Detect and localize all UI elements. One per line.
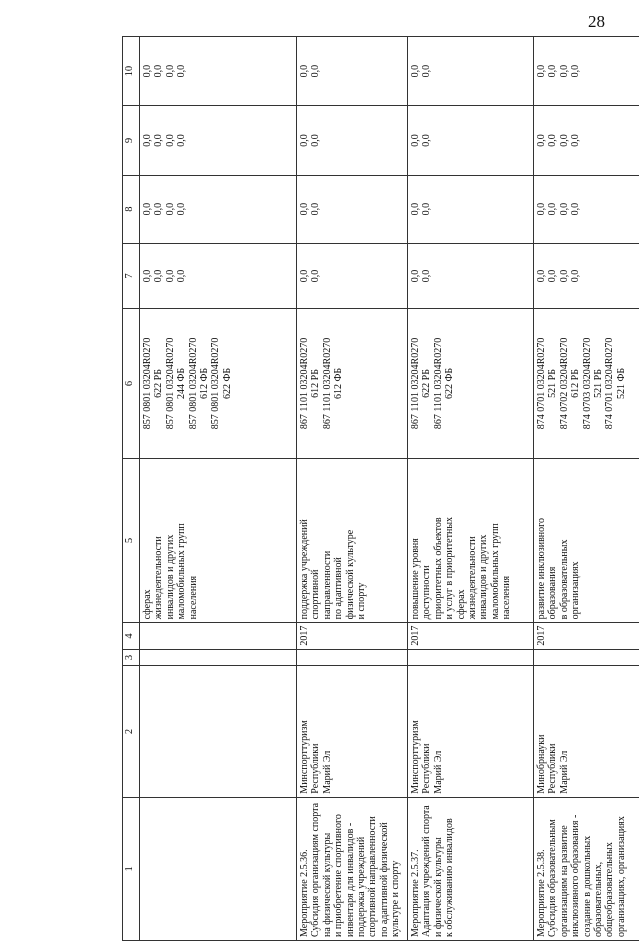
executor-cell-line: Республики <box>547 669 558 793</box>
activity-name-cell-line: к обслуживанию инвалидов <box>444 801 455 937</box>
activity-name-cell-line: поддержка учреждений <box>356 801 367 937</box>
budget-code-cell-line: 874 0703 03204R0270 <box>582 312 593 454</box>
col3-cell <box>534 649 639 666</box>
value-cell-9-line: 0,0 <box>176 109 187 171</box>
value-cell-7 <box>297 243 408 309</box>
value-cell-9-line: 0,0 <box>142 109 153 171</box>
activity-name-cell-line: по адаптивной физической <box>379 801 390 937</box>
value-cell-10-line: 0,0 <box>176 40 187 102</box>
activity-name-cell-line: Мероприятие 2.5.38. <box>536 801 547 937</box>
value-cell-9-line: 0,0 <box>410 109 421 171</box>
value-cell-7-line: 0,0 <box>153 247 164 306</box>
result-cell-line: физической культуре <box>345 462 356 620</box>
budget-code-cell-line: 521 РБ <box>547 312 558 454</box>
value-cell-10-line: 0,0 <box>536 40 547 102</box>
page-number: 28 <box>588 12 605 32</box>
value-cell-9-line: 0,0 <box>153 109 164 171</box>
value-cell-8 <box>140 175 297 243</box>
value-cell-9-line: 0,0 <box>559 109 570 171</box>
activity-name-cell-line: создание в дошкольных <box>582 801 593 937</box>
value-cell-10-line: 0,0 <box>421 40 432 102</box>
budget-code-cell-line: 867 1101 03204R0270 <box>433 312 444 454</box>
value-cell-7-line: 0,0 <box>142 247 153 306</box>
activity-name-cell-line: инклюзивного образования - <box>570 801 581 937</box>
executor-cell-line: Республики <box>421 669 432 793</box>
executor-cell <box>534 666 639 797</box>
table-row <box>534 37 639 941</box>
activity-name-cell-line: Субсидия образовательным <box>547 801 558 937</box>
budget-code-cell-line: 521 РБ <box>593 312 604 454</box>
budget-code-cell <box>534 309 639 458</box>
value-cell-8-line: 0,0 <box>165 179 176 240</box>
value-cell-10 <box>140 37 297 106</box>
value-cell-8-line: 0,0 <box>570 179 581 240</box>
activity-name-cell-line: Субсидия организациям спорта <box>310 801 321 937</box>
activity-name-cell-line: организациях, организациях <box>616 801 627 937</box>
budget-code-cell-line: 622 РБ <box>153 312 164 454</box>
result-cell-line: образования <box>547 462 558 620</box>
budget-code-cell-line: 622 ФБ <box>222 312 233 454</box>
value-cell-9-line: 0,0 <box>536 109 547 171</box>
budget-code-cell-line: 857 0801 03204R0270 <box>142 312 153 454</box>
result-cell <box>534 458 639 623</box>
executor-cell-line: Минобрнауки <box>536 669 547 793</box>
executor-cell-line: Минспорттуризм <box>410 669 421 793</box>
executor-cell-line: Минспорттуризм <box>299 669 310 793</box>
result-cell-line: по адаптивной <box>333 462 344 620</box>
activity-name-cell-line: общеобразовательных <box>604 801 615 937</box>
result-cell-line: повышение уровня <box>410 462 421 620</box>
budget-code-cell-line: 521 ФБ <box>616 312 627 454</box>
executor-cell-line: Марий Эл <box>322 669 333 793</box>
value-cell-9-line: 0,0 <box>165 109 176 171</box>
result-cell-line: приоритетных объектов <box>433 462 444 620</box>
budget-code-cell-line: 622 ФБ <box>444 312 455 454</box>
column-header-5: 5 <box>123 458 140 623</box>
result-cell-line: инвалидов и других <box>165 462 176 620</box>
budget-code-cell-line: 244 ФБ <box>176 312 187 454</box>
value-cell-9 <box>297 106 408 175</box>
value-cell-10-line: 0,0 <box>165 40 176 102</box>
table-region <box>122 36 639 633</box>
value-cell-8-line: 0,0 <box>410 179 421 240</box>
activity-name-cell <box>297 797 408 940</box>
result-cell-line: населения <box>501 462 512 620</box>
result-cell <box>297 458 408 623</box>
column-header-1: 1 <box>123 797 140 940</box>
value-cell-10-line: 0,0 <box>547 40 558 102</box>
value-cell-10 <box>297 37 408 106</box>
value-cell-10-line: 0,0 <box>153 40 164 102</box>
result-cell-line: и спорту <box>356 462 367 620</box>
result-cell-line: доступности <box>421 462 432 620</box>
col3-cell <box>297 649 408 666</box>
value-cell-7-line: 0,0 <box>165 247 176 306</box>
value-cell-7-line: 0,0 <box>547 247 558 306</box>
rotated-table-container <box>122 36 639 941</box>
col3-cell <box>140 649 297 666</box>
budget-code-cell <box>140 309 297 458</box>
result-cell-line: населения <box>188 462 199 620</box>
budget-code-cell-line: 612 ФБ <box>199 312 210 454</box>
activity-name-cell-line: Мероприятие 2.5.37. <box>410 801 421 937</box>
table-row <box>408 37 534 941</box>
value-cell-10-line: 0,0 <box>570 40 581 102</box>
result-cell-line: поддержка учреждений <box>299 462 310 620</box>
result-cell-line: сферах <box>142 462 153 620</box>
value-cell-7 <box>140 243 297 309</box>
value-cell-7 <box>534 243 639 309</box>
value-cell-8-line: 0,0 <box>142 179 153 240</box>
value-cell-10 <box>408 37 534 106</box>
budget-code-cell-line: 874 0701 03204R0270 <box>536 312 547 454</box>
budget-code-cell-line: 612 ФБ <box>333 312 344 454</box>
value-cell-10-line: 0,0 <box>559 40 570 102</box>
executor-cell-line: Марий Эл <box>559 669 570 793</box>
activity-name-cell-line: Мероприятие 2.5.36. <box>299 801 310 937</box>
activity-name-cell-line: спортивной направленности <box>367 801 378 937</box>
budget-code-cell-line: 874 0702 03204R0270 <box>559 312 570 454</box>
result-cell-line: и услуг в приоритетных <box>444 462 455 620</box>
header-row <box>123 37 140 941</box>
value-cell-8-line: 0,0 <box>310 179 321 240</box>
column-header-4: 4 <box>123 623 140 649</box>
result-cell-line: направленности <box>322 462 333 620</box>
result-cell <box>408 458 534 623</box>
year-cell: 2017 <box>297 623 408 649</box>
value-cell-8-line: 0,0 <box>299 179 310 240</box>
col3-cell <box>408 649 534 666</box>
executor-cell <box>408 666 534 797</box>
value-cell-9-line: 0,0 <box>421 109 432 171</box>
value-cell-10 <box>534 37 639 106</box>
column-header-9: 9 <box>123 106 140 175</box>
result-cell-line: жизнедеятельности <box>467 462 478 620</box>
value-cell-7-line: 0,0 <box>536 247 547 306</box>
column-header-7: 7 <box>123 243 140 309</box>
year-cell: 2017 <box>408 623 534 649</box>
column-header-8: 8 <box>123 175 140 243</box>
activity-name-cell-line: на физической культуры <box>322 801 333 937</box>
executor-cell <box>297 666 408 797</box>
activity-name-cell-line: и физической культуры <box>433 801 444 937</box>
activity-name-cell <box>140 797 297 940</box>
result-cell-line: в образовательных <box>559 462 570 620</box>
budget-code-cell-line: 857 0801 03204R0270 <box>188 312 199 454</box>
activity-name-cell-line: организациям на развитие <box>559 801 570 937</box>
value-cell-8-line: 0,0 <box>547 179 558 240</box>
value-cell-10-line: 0,0 <box>299 40 310 102</box>
budget-code-cell-line: 622 РБ <box>421 312 432 454</box>
column-header-10: 10 <box>123 37 140 106</box>
value-cell-10-line: 0,0 <box>410 40 421 102</box>
budget-code-cell-line: 612 РБ <box>310 312 321 454</box>
activity-name-cell-line: Адаптация учреждений спорта <box>421 801 432 937</box>
result-cell-line: развитие инклюзивного <box>536 462 547 620</box>
value-cell-8 <box>408 175 534 243</box>
value-cell-7-line: 0,0 <box>299 247 310 306</box>
value-cell-8-line: 0,0 <box>176 179 187 240</box>
column-header-6: 6 <box>123 309 140 458</box>
table-row <box>297 37 408 941</box>
program-table <box>122 36 639 941</box>
value-cell-7-line: 0,0 <box>559 247 570 306</box>
activity-name-cell-line: инвентаря для инвалидов - <box>345 801 356 937</box>
value-cell-7-line: 0,0 <box>570 247 581 306</box>
table-body <box>140 37 639 941</box>
value-cell-9-line: 0,0 <box>310 109 321 171</box>
budget-code-cell <box>408 309 534 458</box>
budget-code-cell-line: 612 РБ <box>570 312 581 454</box>
result-cell-line: инвалидов и других <box>478 462 489 620</box>
budget-code-cell <box>297 309 408 458</box>
executor-cell-line: Республики <box>310 669 321 793</box>
executor-cell <box>140 666 297 797</box>
result-cell <box>140 458 297 623</box>
budget-code-cell-line: 867 1101 03204R0270 <box>299 312 310 454</box>
value-cell-9-line: 0,0 <box>547 109 558 171</box>
value-cell-9-line: 0,0 <box>299 109 310 171</box>
value-cell-8-line: 0,0 <box>536 179 547 240</box>
value-cell-7-line: 0,0 <box>421 247 432 306</box>
result-cell-line: спортивной <box>310 462 321 620</box>
value-cell-7-line: 0,0 <box>176 247 187 306</box>
value-cell-8 <box>534 175 639 243</box>
result-cell-line: маломобильных групп <box>490 462 501 620</box>
value-cell-9 <box>534 106 639 175</box>
budget-code-cell-line: 857 0801 03204R0270 <box>165 312 176 454</box>
executor-cell-line: Марий Эл <box>433 669 444 793</box>
value-cell-7 <box>408 243 534 309</box>
value-cell-7-line: 0,0 <box>410 247 421 306</box>
value-cell-8-line: 0,0 <box>559 179 570 240</box>
result-cell-line: жизнедеятельности <box>153 462 164 620</box>
activity-name-cell-line: и приобретение спортивного <box>333 801 344 937</box>
value-cell-8-line: 0,0 <box>421 179 432 240</box>
year-cell: 2017 <box>534 623 639 649</box>
table-row <box>140 37 297 941</box>
year-cell <box>140 623 297 649</box>
activity-name-cell-line: образовательных, <box>593 801 604 937</box>
value-cell-9 <box>140 106 297 175</box>
value-cell-8-line: 0,0 <box>153 179 164 240</box>
value-cell-10-line: 0,0 <box>310 40 321 102</box>
value-cell-9 <box>408 106 534 175</box>
activity-name-cell-line: культуре и спорту <box>390 801 401 937</box>
budget-code-cell-line: 874 0701 03204R0270 <box>604 312 615 454</box>
value-cell-7-line: 0,0 <box>310 247 321 306</box>
activity-name-cell <box>534 797 639 940</box>
value-cell-9-line: 0,0 <box>570 109 581 171</box>
result-cell-line: сферах <box>456 462 467 620</box>
budget-code-cell-line: 857 0801 03204R0270 <box>210 312 221 454</box>
budget-code-cell-line: 867 1101 03204R0270 <box>322 312 333 454</box>
result-cell-line: организациях <box>570 462 581 620</box>
column-header-2: 2 <box>123 666 140 797</box>
value-cell-10-line: 0,0 <box>142 40 153 102</box>
value-cell-8 <box>297 175 408 243</box>
activity-name-cell <box>408 797 534 940</box>
budget-code-cell-line: 867 1101 03204R0270 <box>410 312 421 454</box>
result-cell-line: маломобильных групп <box>176 462 187 620</box>
column-header-3: 3 <box>123 649 140 666</box>
